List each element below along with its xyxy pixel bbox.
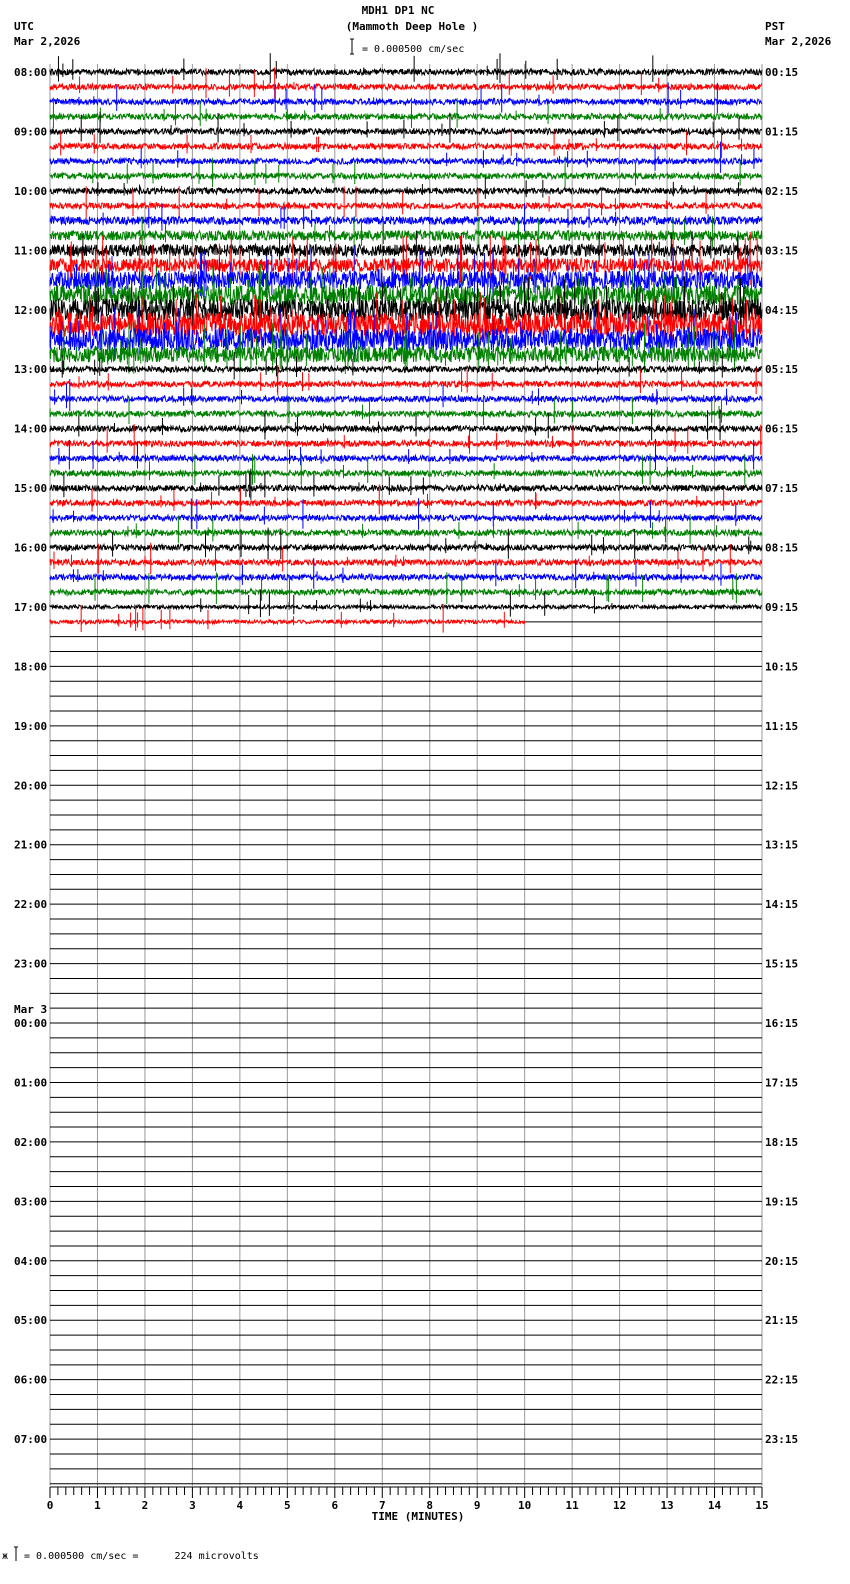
pst-hour-label: 14:15 <box>765 898 799 912</box>
utc-hour-label: 12:00 <box>14 303 48 317</box>
utc-hour-label: 09:00 <box>14 125 48 139</box>
seismic-trace <box>50 366 762 372</box>
station-subtitle: (Mammoth Deep Hole ) <box>345 20 479 33</box>
pst-hour-label: 13:15 <box>765 838 799 852</box>
right-date: Mar 2,2026 <box>765 35 832 48</box>
pst-hour-label: 23:15 <box>765 1433 799 1447</box>
seismic-trace <box>50 545 762 551</box>
pst-hour-label: 07:15 <box>765 482 799 496</box>
utc-hour-label: 16:00 <box>14 541 48 555</box>
utc-hour-label: 14:00 <box>14 422 48 436</box>
x-tick-label: 9 <box>473 1499 481 1512</box>
x-tick-label: 4 <box>236 1499 244 1512</box>
utc-hour-label: 11:00 <box>14 244 48 258</box>
pst-hour-label: 04:15 <box>765 303 799 317</box>
left-timezone: UTC <box>14 20 34 33</box>
pst-hour-label: 19:15 <box>765 1195 799 1209</box>
pst-hour-label: 01:15 <box>765 125 799 139</box>
seismic-trace <box>50 530 762 536</box>
scale-text: = 0.000500 cm/sec <box>362 44 465 55</box>
pst-hour-label: 17:15 <box>765 1076 799 1090</box>
seismic-trace <box>50 559 762 565</box>
seismic-trace <box>50 500 762 506</box>
footer-marker: ж <box>2 1551 9 1562</box>
seismic-trace <box>50 128 762 134</box>
x-tick-label: 8 <box>426 1499 434 1512</box>
utc-hour-label: 01:00 <box>14 1076 48 1090</box>
x-tick-label: 11 <box>565 1499 579 1512</box>
pst-hour-label: 12:15 <box>765 779 799 793</box>
utc-hour-label: 13:00 <box>14 363 48 377</box>
seismic-trace <box>50 485 762 491</box>
pst-hour-label: 15:15 <box>765 957 799 971</box>
x-tick-label: 10 <box>518 1499 532 1512</box>
x-tick-label: 1 <box>94 1499 101 1512</box>
x-axis-label: TIME (MINUTES) <box>371 1510 465 1523</box>
pst-hour-label: 06:15 <box>765 422 799 436</box>
utc-hour-label: 23:00 <box>14 957 48 971</box>
seismic-trace <box>50 114 762 120</box>
seismic-trace <box>50 426 762 432</box>
seismic-trace <box>50 574 762 580</box>
pst-hour-label: 20:15 <box>765 1254 799 1268</box>
seismic-trace <box>50 188 762 194</box>
utc-hour-label: 04:00 <box>14 1254 48 1268</box>
footer-scale-text: = 0.000500 cm/sec = 224 microvolts <box>24 1551 259 1562</box>
seismic-trace <box>50 396 762 402</box>
pst-hour-label: 02:15 <box>765 184 799 198</box>
pst-hour-label: 00:15 <box>765 66 799 79</box>
x-tick-label: 13 <box>660 1499 674 1512</box>
utc-hour-label: 07:00 <box>14 1433 48 1447</box>
seismic-trace <box>50 605 762 609</box>
utc-hour-label: 10:00 <box>14 184 48 198</box>
right-timezone: PST <box>765 20 785 33</box>
utc-hour-label: 15:00 <box>14 482 48 496</box>
seismic-trace <box>50 515 762 521</box>
utc-hour-label: 18:00 <box>14 660 48 674</box>
utc-hour-label: 19:00 <box>14 719 48 733</box>
utc-hour-label: 02:00 <box>14 1135 48 1149</box>
station-title: MDH1 DP1 NC <box>361 4 435 17</box>
seismic-trace <box>50 173 762 179</box>
utc-hour-label: 06:00 <box>14 1373 48 1387</box>
utc-hour-label: 21:00 <box>14 838 48 852</box>
seismic-trace <box>50 69 762 75</box>
x-tick-label: 0 <box>46 1499 54 1512</box>
utc-hour-label: 22:00 <box>14 898 48 912</box>
x-tick-label: 12 <box>612 1499 627 1512</box>
pst-hour-label: 05:15 <box>765 363 799 377</box>
seismic-trace <box>50 470 762 476</box>
x-tick-label: 15 <box>755 1499 769 1512</box>
pst-hour-label: 21:15 <box>765 1314 799 1328</box>
left-date: Mar 2,2026 <box>14 35 81 48</box>
pst-hour-label: 09:15 <box>765 600 799 614</box>
utc-hour-label: 00:00 <box>14 1017 48 1031</box>
seismic-trace <box>50 99 762 105</box>
pst-hour-label: 08:15 <box>765 541 799 555</box>
seismic-trace <box>50 381 762 387</box>
x-tick-label: 2 <box>141 1499 149 1512</box>
utc-hour-label: 03:00 <box>14 1195 48 1209</box>
pst-hour-label: 03:15 <box>765 244 799 258</box>
utc-hour-label: 05:00 <box>14 1314 48 1328</box>
utc-hour-label: 17:00 <box>14 600 48 614</box>
utc-hour-label: 20:00 <box>14 779 48 793</box>
pst-hour-label: 18:15 <box>765 1135 799 1149</box>
seismic-trace <box>50 84 762 90</box>
pst-hour-label: 10:15 <box>765 660 799 674</box>
seismic-trace <box>50 589 762 595</box>
pst-hour-label: 22:15 <box>765 1373 799 1387</box>
x-tick-label: 3 <box>189 1499 196 1512</box>
x-tick-label: 5 <box>284 1499 291 1512</box>
x-tick-label: 6 <box>331 1499 339 1512</box>
x-tick-label: 7 <box>378 1499 386 1512</box>
x-tick-label: 14 <box>707 1499 722 1512</box>
utc-hour-label: 08:00 <box>14 66 48 79</box>
date-change-label: Mar 3 <box>14 1003 48 1017</box>
seismic-trace <box>50 217 762 225</box>
pst-hour-label: 16:15 <box>765 1017 799 1031</box>
seismic-trace <box>50 203 762 209</box>
pst-hour-label: 11:15 <box>765 719 799 733</box>
